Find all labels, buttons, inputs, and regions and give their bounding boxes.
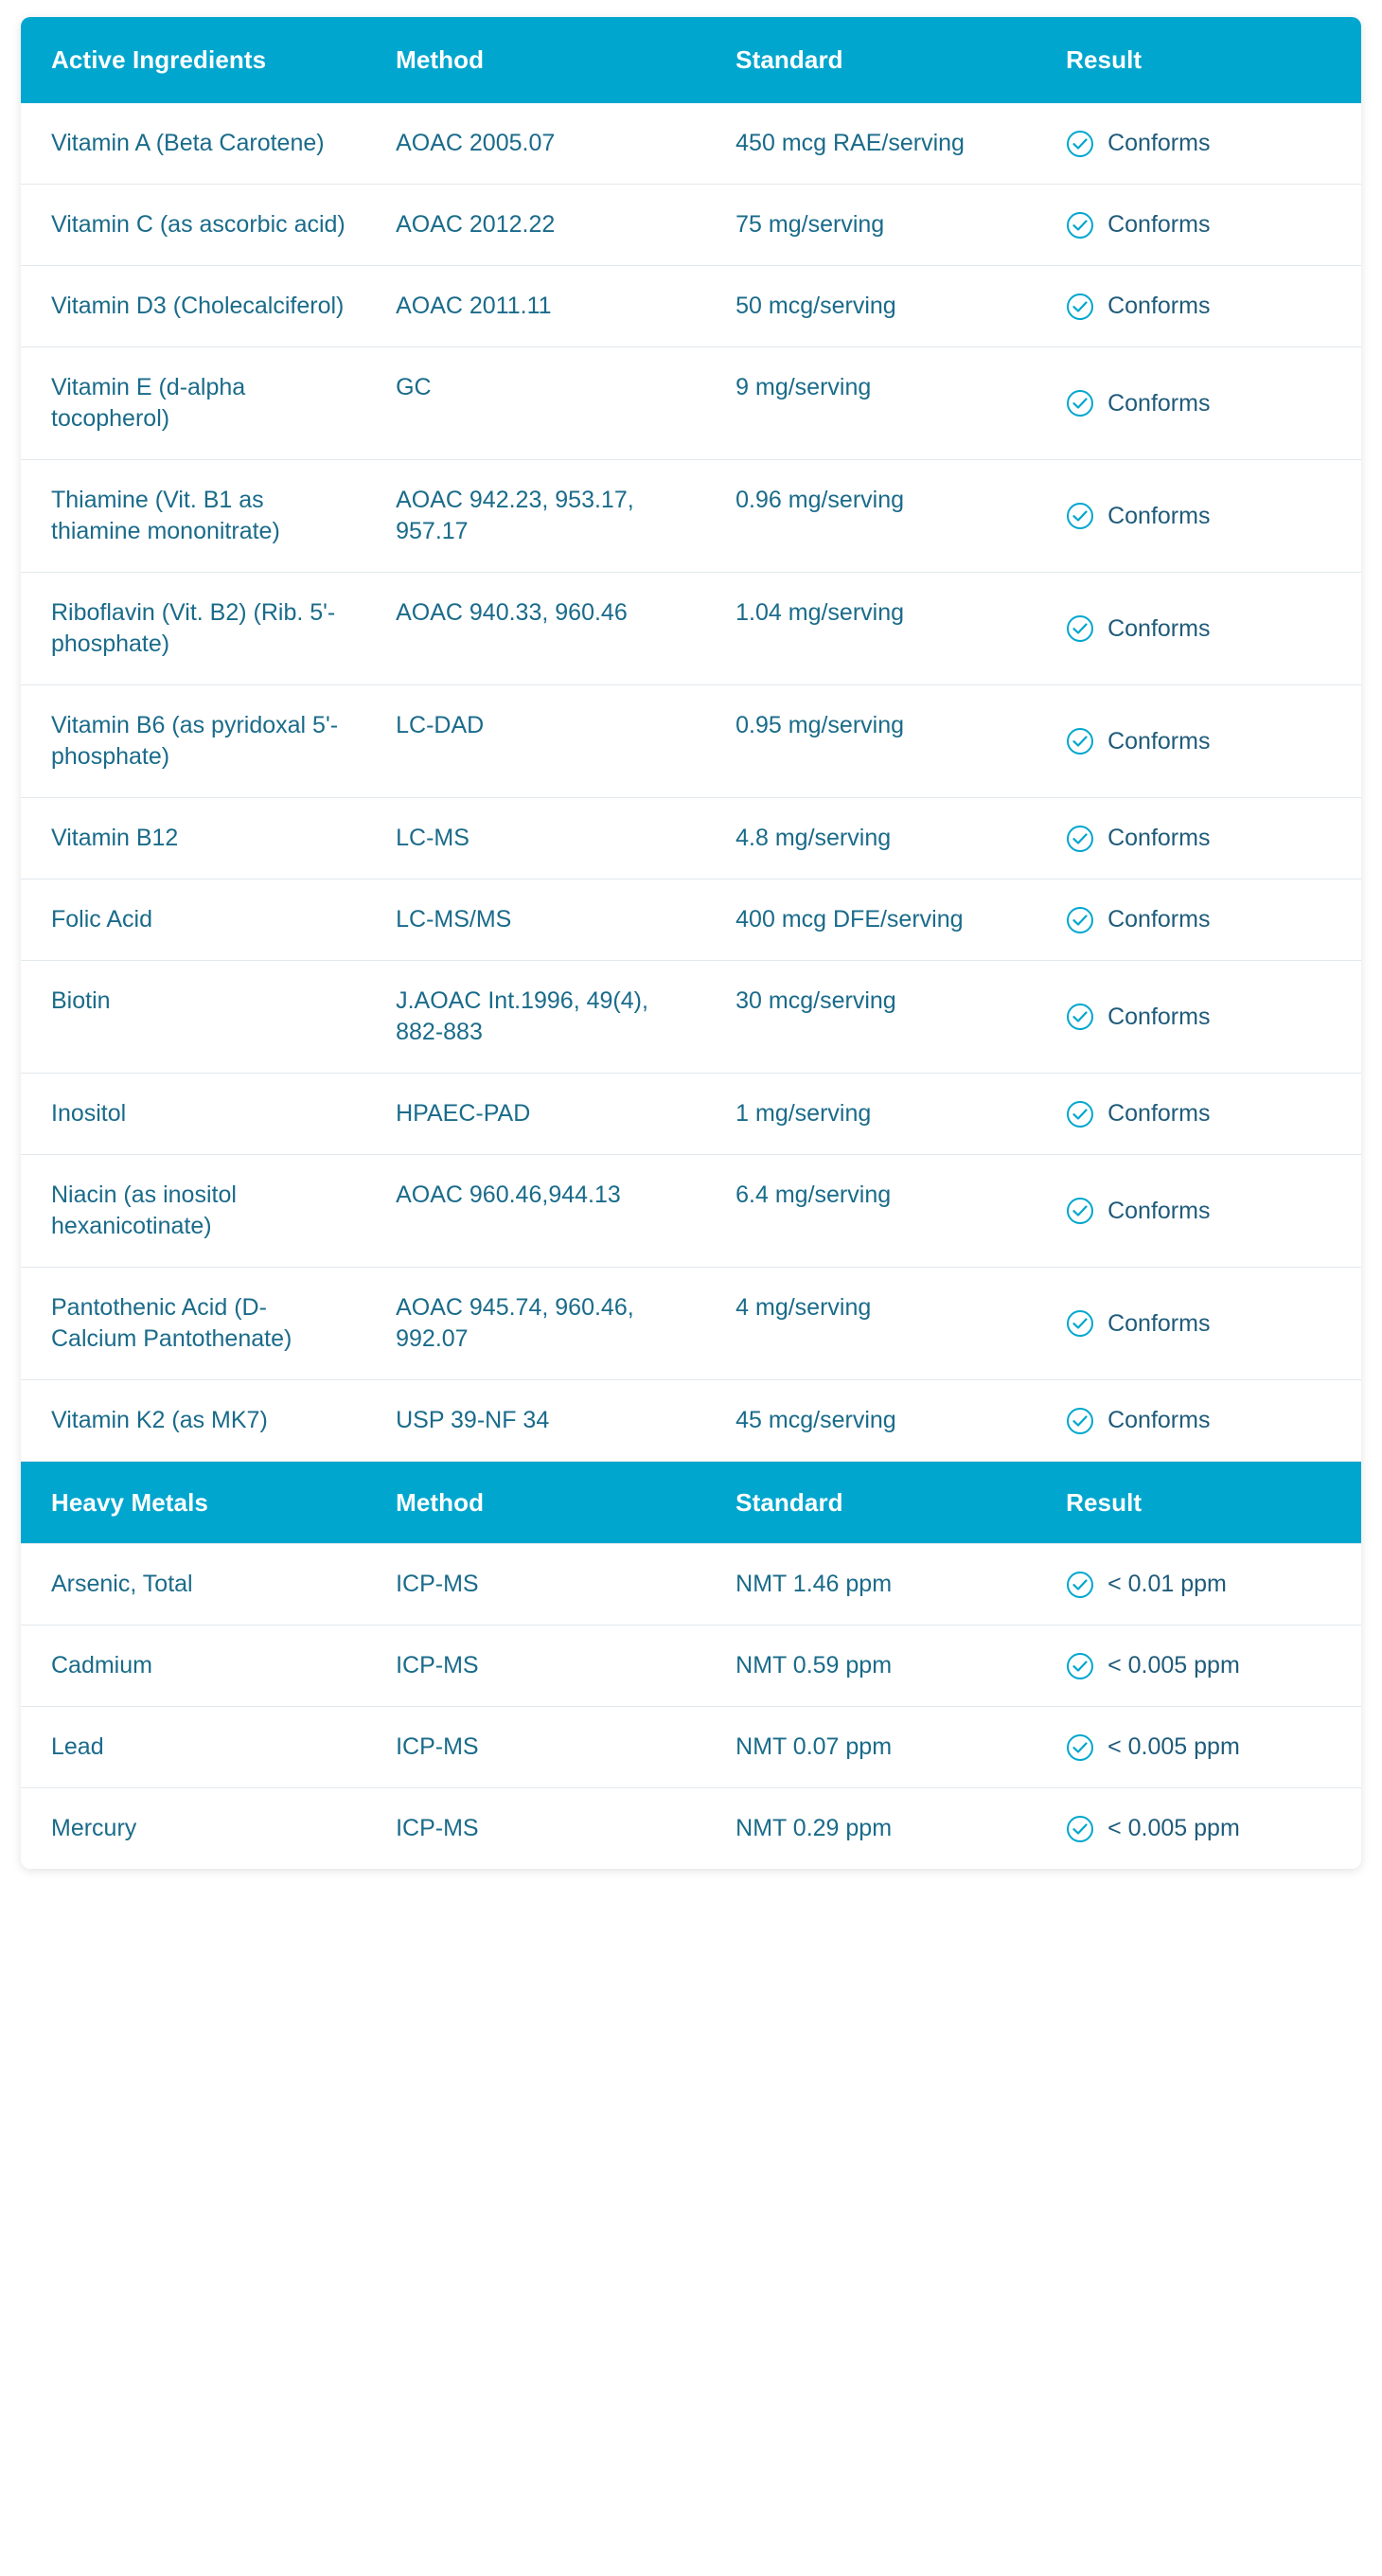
cell-result (1036, 1788, 1361, 1870)
cell-standard: 4.8 mg/serving (705, 798, 1036, 879)
cell-result (1036, 185, 1361, 266)
result-label: Conforms (1107, 614, 1211, 642)
cell-ingredient: Riboflavin (Vit. B2) (Rib. 5'-phosphate) (21, 573, 365, 685)
cell-method: USP 39-NF 34 (365, 1380, 705, 1462)
cell-method: ICP-MS (365, 1707, 705, 1788)
table-row (21, 103, 1361, 185)
table-row (21, 460, 1361, 573)
cell-ingredient: Inositol (21, 1074, 365, 1155)
cell-result (1036, 103, 1361, 185)
cell-method: ICP-MS (396, 1815, 479, 1842)
cell-standard: 0.95 mg/serving (705, 685, 1036, 798)
table-row (21, 266, 1361, 347)
check-circle-icon (1066, 502, 1094, 530)
cell-ingredient: Thiamine (Vit. B1 as thiamine mononitrate) (21, 460, 365, 573)
cell-method: AOAC 2011.11 (365, 266, 705, 347)
cell-ingredient: Vitamin C (as ascorbic acid) (21, 185, 365, 266)
cell-standard: NMT 0.29 ppm (735, 1815, 893, 1842)
table-row (21, 685, 1361, 798)
result-label: < 0.005 ppm (1107, 1652, 1240, 1679)
cell-ingredient: Vitamin B12 (21, 798, 365, 879)
result-label: Conforms (1107, 1100, 1211, 1127)
result-label: Conforms (1107, 211, 1211, 238)
cell-standard: 50 mcg/serving (705, 266, 1036, 347)
cell-result (1036, 1707, 1361, 1788)
table-row (21, 347, 1361, 460)
section-column-header-0: Heavy Metals (21, 1462, 365, 1544)
cell-ingredient: Vitamin A (Beta Carotene) (21, 103, 365, 185)
result-label: Conforms (1107, 727, 1211, 755)
section-column-header-1: Method (365, 1462, 705, 1544)
cell-standard: 1.04 mg/serving (705, 573, 1036, 685)
check-circle-icon (1066, 906, 1094, 934)
cell-standard: 400 mcg DFE/serving (705, 879, 1036, 961)
result-label: Conforms (1107, 1003, 1211, 1030)
cell-standard: 1 mg/serving (705, 1074, 1036, 1155)
column-header-standard: Standard (705, 17, 1036, 103)
table-body (21, 103, 1361, 1869)
cell-result (1036, 573, 1361, 685)
result-label: Conforms (1107, 825, 1211, 851)
cell-result (1036, 961, 1361, 1074)
cell-method: ICP-MS (365, 1544, 705, 1626)
cell-method: AOAC 960.46,944.13 (365, 1155, 705, 1268)
table-row (21, 1707, 1361, 1788)
section-header-row-heavy-metals (21, 1462, 1361, 1544)
result-label: < 0.01 ppm (1107, 1571, 1227, 1598)
result-label: Conforms (1107, 906, 1211, 933)
table-row (21, 1788, 1361, 1870)
result-label: < 0.005 ppm (1107, 1733, 1240, 1761)
cell-standard: 75 mg/serving (705, 185, 1036, 266)
coa-table (21, 17, 1361, 1869)
cell-method: GC (365, 347, 705, 460)
cell-result (1036, 798, 1361, 879)
table-row (21, 798, 1361, 879)
cell-ingredient: Niacin (as inositol hexanicotinate) (21, 1155, 365, 1268)
check-circle-icon (1066, 1197, 1094, 1225)
cell-method: LC-DAD (365, 685, 705, 798)
cell-result (1036, 879, 1361, 961)
check-circle-icon (1066, 614, 1094, 643)
result-label: Conforms (1107, 1309, 1211, 1337)
table-header (21, 17, 1361, 103)
cell-result (1036, 266, 1361, 347)
section-column-header-3: Result (1036, 1462, 1361, 1544)
cell-result (1036, 1155, 1361, 1268)
cell-ingredient: Cadmium (21, 1626, 365, 1707)
table-row (21, 961, 1361, 1074)
cell-result (1036, 1544, 1361, 1626)
cell-ingredient: Arsenic, Total (21, 1544, 365, 1626)
result-label: Conforms (1107, 130, 1211, 156)
check-circle-icon (1066, 1309, 1094, 1338)
result-label: Conforms (1107, 293, 1211, 319)
cell-method: HPAEC-PAD (365, 1074, 705, 1155)
cell-ingredient: Vitamin K2 (as MK7) (21, 1380, 365, 1462)
result-label: Conforms (1107, 1197, 1211, 1224)
cell-method: AOAC 2005.07 (365, 103, 705, 185)
cell-standard: 45 mcg/serving (705, 1380, 1036, 1462)
cell-ingredient: Lead (21, 1707, 365, 1788)
cell-ingredient: Mercury (51, 1815, 137, 1842)
cell-ingredient: Biotin (21, 961, 365, 1074)
cell-result (1036, 1268, 1361, 1380)
cell-standard: NMT 1.46 ppm (705, 1544, 1036, 1626)
cell-standard: 450 mcg RAE/serving (705, 103, 1036, 185)
cell-method: LC-MS/MS (365, 879, 705, 961)
cell-result (1036, 1626, 1361, 1707)
cell-result (1036, 685, 1361, 798)
cell-result (1036, 1074, 1361, 1155)
column-header-result: Result (1036, 17, 1361, 103)
cell-result (1036, 347, 1361, 460)
check-circle-icon (1066, 1003, 1094, 1031)
table-row (21, 185, 1361, 266)
table-row (21, 1626, 1361, 1707)
check-circle-icon (1066, 130, 1094, 158)
cell-standard: NMT 0.59 ppm (705, 1626, 1036, 1707)
check-circle-icon (1066, 1100, 1094, 1128)
result-label: Conforms (1107, 1407, 1211, 1433)
table-row (21, 879, 1361, 961)
coa-panel (21, 17, 1361, 1869)
cell-standard: 30 mcg/serving (705, 961, 1036, 1074)
header-row (21, 17, 1361, 103)
result-label: Conforms (1107, 389, 1211, 417)
result-label: < 0.005 ppm (1107, 1815, 1240, 1842)
table-row (21, 1268, 1361, 1380)
check-circle-icon (1066, 1571, 1094, 1599)
check-circle-icon (1066, 727, 1094, 755)
cell-method: AOAC 940.33, 960.46 (365, 573, 705, 685)
check-circle-icon (1066, 211, 1094, 240)
table-row (21, 1380, 1361, 1462)
result-label: Conforms (1107, 502, 1211, 529)
cell-result (1036, 1380, 1361, 1462)
cell-method: AOAC 945.74, 960.46, 992.07 (365, 1268, 705, 1380)
cell-standard: NMT 0.07 ppm (705, 1707, 1036, 1788)
check-circle-icon (1066, 1815, 1094, 1843)
cell-standard: 4 mg/serving (705, 1268, 1036, 1380)
cell-method: J.AOAC Int.1996, 49(4), 882-883 (365, 961, 705, 1074)
cell-method: ICP-MS (365, 1626, 705, 1707)
cell-standard: 0.96 mg/serving (705, 460, 1036, 573)
table-row (21, 573, 1361, 685)
cell-result (1036, 460, 1361, 573)
cell-ingredient: Pantothenic Acid (D-Calcium Pantothenate) (21, 1268, 365, 1380)
column-header-active-ingredients: Active Ingredients (21, 17, 365, 103)
table-row (21, 1155, 1361, 1268)
section-column-header-2: Standard (705, 1462, 1036, 1544)
column-header-method: Method (365, 17, 705, 103)
cell-method: LC-MS (365, 798, 705, 879)
check-circle-icon (1066, 293, 1094, 321)
check-circle-icon (1066, 825, 1094, 853)
cell-ingredient: Folic Acid (21, 879, 365, 961)
cell-method: AOAC 2012.22 (365, 185, 705, 266)
check-circle-icon (1066, 1652, 1094, 1680)
cell-standard: 6.4 mg/serving (705, 1155, 1036, 1268)
table-row (21, 1544, 1361, 1626)
cell-ingredient: Vitamin E (d-alpha tocopherol) (21, 347, 365, 460)
check-circle-icon (1066, 1407, 1094, 1435)
cell-method: AOAC 942.23, 953.17, 957.17 (365, 460, 705, 573)
cell-standard: 9 mg/serving (705, 347, 1036, 460)
cell-ingredient: Vitamin B6 (as pyridoxal 5'-phosphate) (21, 685, 365, 798)
table-row (21, 1074, 1361, 1155)
cell-ingredient: Vitamin D3 (Cholecalciferol) (21, 266, 365, 347)
check-circle-icon (1066, 1733, 1094, 1762)
check-circle-icon (1066, 389, 1094, 417)
